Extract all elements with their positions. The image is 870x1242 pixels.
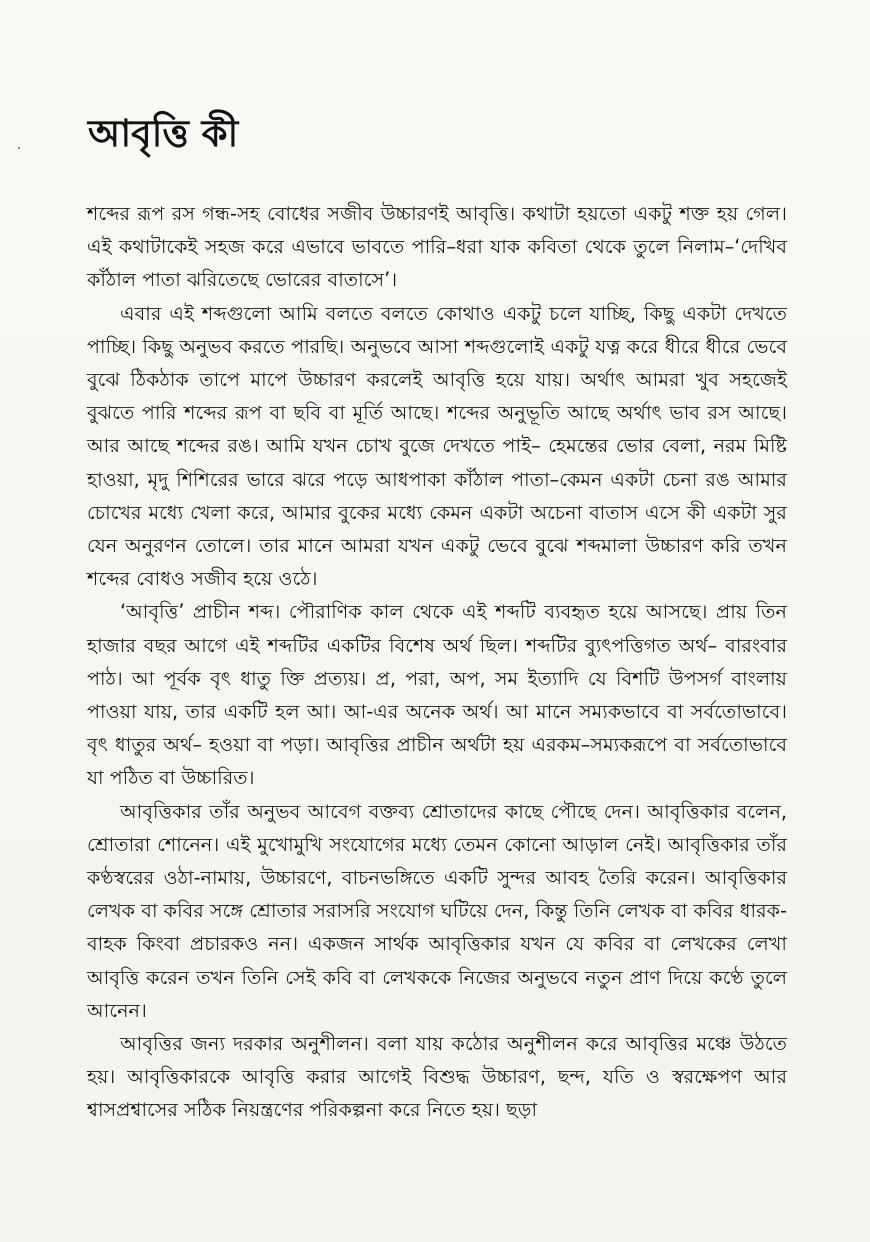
- scan-speck: [18, 147, 20, 149]
- paragraph-3: ‘আবৃত্তি’ প্রাচীন শব্দ। পৌরাণিক কাল থেকে এই শব্দটি ব্যবহৃত হয়ে আসছে। প্রায় তিন হাজার বছর আগে এই শব্দটির একটির বিশেষ অর্থ ছিল। শব্দটির ব্যুৎপত্তিগত অর্থ– বারংবার পাঠ। আ পূর্বক বৃৎ ধাতু ক্তি প্রত্যয়। প্র, পরা, অপ, সম ইত্যাদি যে বিশটি উপসর্গ বাংলায় পাওয়া যায়, তার একটি হল আ। আ-এর অনেক অর্থ। আ মানে সম্যকভাবে বা সর্বতোভাবে। বৃৎ ধাতুর অর্থ– হওয়া বা পড়া। আবৃত্তির প্রাচীন অর্থটা হয় এরকম–সম্যকরূপে বা সর্বতোভাবে যা পঠিত বা উচ্চারিত।: [87, 600, 787, 790]
- page-title: আবৃত্তি কী: [88, 112, 239, 155]
- body-text: [87, 197, 787, 1127]
- paragraph-5: আবৃত্তির জন্য দরকার অনুশীলন। বলা যায় কঠোর অনুশীলন করে আবৃত্তির মঞ্চে উঠতে হয়। আবৃত্তিকারকে আবৃত্তি করার আগেই বিশুদ্ধ উচ্চারণ, ছন্দ, যতি ও স্বরক্ষেপণ আর শ্বাসপ্রশ্বাসের সঠিক নিয়ন্ত্রণের পরিকল্পনা করে নিতে হয়। ছড়া: [87, 1032, 787, 1122]
- paragraph-1: শব্দের রূপ রস গন্ধ-সহ বোধের সজীব উচ্চারণই আবৃত্তি। কথাটা হয়তো একটু শক্ত হয় গেল। এই কথাটাকেই সহজ করে এভাবে ভাবতে পারি–ধরা যাক কবিতা থেকে তুলে নিলাম–‘দেখিব কাঁঠাল পাতা ঝরিতেছে ভোরের বাতাসে’।: [87, 202, 787, 292]
- paragraph-2: এবার এই শব্দগুলো আমি বলতে বলতে কোথাও একটু চলে যাচ্ছি, কিছু একটা দেখতে পাচ্ছি। কিছু অনুভব করতে পারছি। অনুভবে আসা শব্দগুলোই একটু যত্ন করে ধীরে ধীরে ভেবে বুঝে ঠিকঠাক তাপে মাপে উচ্চারণ করলেই আবৃত্তি হয়ে যায়। অর্থাৎ আমরা খুব সহজেই বুঝতে পারি শব্দের রূপ বা ছবি বা মূর্তি আছে। শব্দের অনুভূতি আছে অর্থাৎ ভাব রস আছে। আর আছে শব্দের রঙ। আমি যখন চোখ বুজে দেখতে পাই– হেমন্তের ভোর বেলা, নরম মিষ্টি হাওয়া, মৃদু শিশিরের ভারে ঝরে পড়ে আধপাকা কাঁঠাল পাতা–কেমন একটা চেনা রঙ আমার চোখের মধ্যে খেলা করে, আমার বুকের মধ্যে কেমন একটা অচেনা বাতাস এসে কী একটা সুর যেন অনুরণন তোলে। তার মানে আমরা যখন একটু ভেবে বুঝে শব্দমালা উচ্চারণ করি তখন শব্দের বোধও সজীব হয়ে ওঠে।: [87, 301, 787, 591]
- paragraph-4: আবৃত্তিকার তাঁর অনুভব আবেগ বক্তব্য শ্রোতাদের কাছে পৌছে দেন। আবৃত্তিকার বলেন, শ্রোতারা শোনেন। এই মুখোমুখি সংযোগের মধ্যে তেমন কোনো আড়াল নেই। আবৃত্তিকার তাঁর কণ্ঠস্বরের ওঠা-নামায়, উচ্চারণে, বাচনভঙ্গিতে একটি সুন্দর আবহ তৈরি করেন। আবৃত্তিকার লেখক বা কবির সঙ্গে শ্রোতার সরাসরি সংযোগ ঘটিয়ে দেন, কিন্তু তিনি লেখক বা কবির ধারক-বাহক কিংবা প্রচারকও নন। একজন সার্থক আবৃত্তিকার যখন যে কবির বা লেখকের লেখা আবৃত্তি করেন তখন তিনি সেই কবি বা লেখককে নিজের অনুভবে নতুন প্রাণ দিয়ে কণ্ঠে তুলে আনেন।: [87, 799, 787, 1022]
